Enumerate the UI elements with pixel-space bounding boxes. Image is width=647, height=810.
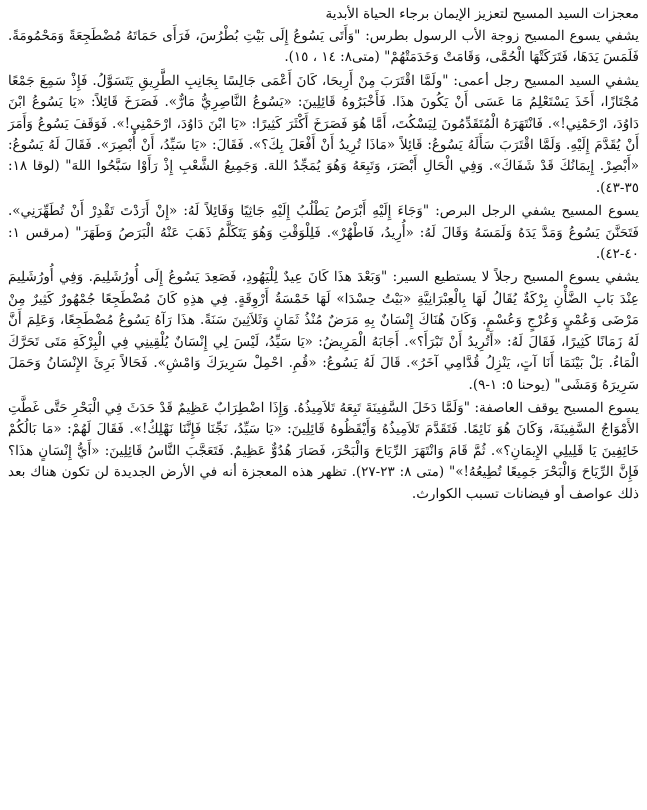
paragraph-heading: يسوع المسيح يوقف العاصفة: — [469, 399, 639, 416]
paragraph-heading: يشفي السيد المسيح رجل أعمى: — [448, 72, 640, 89]
miracle-paragraph-blind-man — [8, 71, 639, 199]
document-title: معجزات السيد المسيح لتعزيز الإيمان برجاء الحياة الأبدية — [325, 6, 639, 22]
scripture-quote: "وَبَعْدَ هذَا كَانَ عِيدٌ لِلْيَهُودِ، فَصَعِدَ يَسُوعُ إِلَى أُورُشَلِيمَ. وَفِي أُورُشَلِيمَ عِنْدَ بَابِ الضَّأْنِ بِرْكَةٌ يُقَالُ لَهَا بِالْعِبْرَانِيَّةِ «بَيْتُ حِسْدَا» لَهَا خَمْسَةُ أَرْوِقَةٍ. فِي هذِهِ كَانَ مُضْطَجِعًا جُمْهُورٌ كَثِيرٌ مِنْ مَرْضَى وَعُمْيٍ وَعُرْجٍ وَعُسْمٍ. وَكَانَ هُنَاكَ إِنْسَانٌ بِهِ مَرَضٌ مُنْذُ ثَمَانٍ وَثَلاَثِينَ سَنَةً. هذَا رَآهُ يَسُوعُ مُضْطَجِعًا، وَعَلِمَ أَنَّ لَهُ زَمَانًا كَثِيرًا، فَقَالَ لَهُ: «أَتُرِيدُ أَنْ تَبْرَأَ؟». أَجَابَهُ الْمَرِيضُ: «يَا سَيِّدُ، لَيْسَ لِي إِنْسَانٌ يُلْقِينِي فِي الْبِرْكَةِ مَتَى تَحَرَّكَ الْمَاءُ. بَلْ بَيْنَمَا أَنَا آتٍ، يَنْزِلُ قُدَّامِي آخَرُ». قَالَ لَهُ يَسُوعُ: «قُمِ. احْمِلْ سَرِيرَكَ وَامْشِ». فَحَالاً بَرِئَ الإِنْسَانُ وَحَمَلَ سَرِيرَهُ وَمَشَى" (يوحنا ٥: ١-٩). — [8, 269, 639, 393]
paragraph-heading: يشفي يسوع المسيح زوجة الأب الرسول بطرس: — [360, 28, 640, 44]
paragraph-heading: يشفي يسوع المسيح رجلاً لا يستطيع السير: — [387, 269, 639, 286]
paragraph-heading: يسوع المسيح يشفي الرجل البرص: — [429, 203, 639, 220]
miracle-paragraph-peter-mother-in-law — [8, 26, 639, 69]
miracle-paragraph-storm — [8, 398, 639, 505]
scripture-quote: "وَجَاءَ إِلَيْهِ أَبْرَصُ يَطْلُبُ إِلَيْهِ جَاثِيًا وَقَائِلاً لَهُ: «إِنْ أَرَدْتَ تَقْدِرْ أَنْ تُطَهِّرَنِي». فَتَحَنَّنَ يَسُوعُ وَمَدَّ يَدَهُ وَلَمَسَهُ وَقَالَ لَهُ: «أُرِيدُ، فَاطْهُرْ». فَلِلْوَقْتِ وَهُوَ يَتَكَلَّمُ ذَهَبَ عَنْهُ الْبَرَصُ وَطَهَرَ" (مرقس ١: ٤٠-٤٢). — [8, 203, 639, 263]
miracle-paragraph-leper — [8, 201, 639, 265]
scripture-quote: "وَلَمَّا دَخَلَ السَّفِينَةَ تَبِعَهُ تَلاَمِيذُهُ. وَإِذَا اضْطِرَابٌ عَظِيمٌ قَدْ حَدَثَ فِي الْبَحْرِ حَتَّى غَطَّتِ الأَمْوَاجُ السَّفِينَةَ، وَكَانَ هُوَ نَائِمًا. فَتَقَدَّمَ تَلاَمِيذُهُ وَأَيْقَظُوهُ قَائِلِينَ: «يَا سَيِّدُ، نَجِّنَا فَإِنَّنَا نَهْلِكُ!». فَقَالَ لَهُمْ: «مَا بَالُكُمْ خَائِفِينَ يَا قَلِيلِي الإِيمَانِ؟». ثُمَّ قَامَ وَانْتَهَرَ الرِّيَاحَ وَالْبَحْرَ، فَصَارَ هُدُوٌّ عَظِيمٌ. فَتَعَجَّبَ النَّاسُ قَائِلِينَ: «أَيُّ إِنْسَانٍ هذَا؟ فَإِنَّ الرِّيَاحَ وَالْبَحْرَ جَمِيعًا تُطِيعُهُ!»" (متى ٨: ٢٣-٢٧). تظهر هذه المعجزة أنه في الأرض الجديدة لن تكون هناك بعد ذلك عواصف أو فيضانات تسبب الكوارث. — [8, 399, 639, 502]
miracle-paragraph-lame-man — [8, 267, 639, 395]
scripture-quote: "ولَمَّا اقْتَرَبَ مِنْ أَرِيحَا، كَانَ أَعْمَى جَالِسًا بِجَانِبِ الطَّرِيقِ يَتَسَوَّلُ. فَإِذْ سَمِعَ جَمْعًا مُجْتَازًا، أَخَذَ يَسْتَعْلِمُ مَا عَسَى أَنْ يَكُونَ هذَا. فَأَخْبَرُوهُ قَائِلِينَ: «يَسُوعُ النَّاصِرِيُّ مَارٌّ». فَصَرَخَ قَائِلاً: «يَا يَسُوعُ ابْنَ دَاوُدَ، ارْحَمْنِي!». فَانْتَهَرَهُ الْمُتَقَدِّمُونَ لِيَسْكُتَ، أَمَّا هُوَ فَصَرَخَ أَكْثَرَ كَثِيرًا: «يَا ابْنَ دَاوُدَ، ارْحَمْنِي!». فَوَقَفَ يَسُوعُ وَأَمَرَ أَنْ يُقَدَّمَ إِلَيْهِ. وَلَمَّا اقْتَرَبَ سَأَلَهُ يَسُوعُ: قَائِلاً «مَاذَا تُرِيدُ أَنْ أَفْعَلَ بِكَ؟». فَقَالَ: «يَا سَيِّدُ، أَنْ أُبْصِرَ». فَقَالَ لَهُ يَسُوعُ: «أَبْصِرْ. إِيمَانُكَ قَدْ شَفَاكَ». وَفِي الْحَالِ أَبْصَرَ، وَتَبِعَهُ وَهُوَ يُمَجِّدُ اللهَ. وَجَمِيعُ الشَّعْبِ إِذْ رَأَوْا سَبَّحُوا اللهَ" (لوقا ١٨: ٣٥-٤٣). — [8, 72, 639, 196]
scripture-quote: "وَأَتَى يَسُوعُ إِلَى بَيْتِ بُطْرُسَ، فَرَأَى حَمَاتَهُ مُضْطَجِعَةً وَمَحْمُومَةً. فَلَمَسَ يَدَهَا، فَتَرَكَتْهَا الْحُمَّى، وَقَامَتْ وَخَدَمَتْهُمْ" (متى٨: ١٤ ، ١٥). — [8, 28, 639, 66]
